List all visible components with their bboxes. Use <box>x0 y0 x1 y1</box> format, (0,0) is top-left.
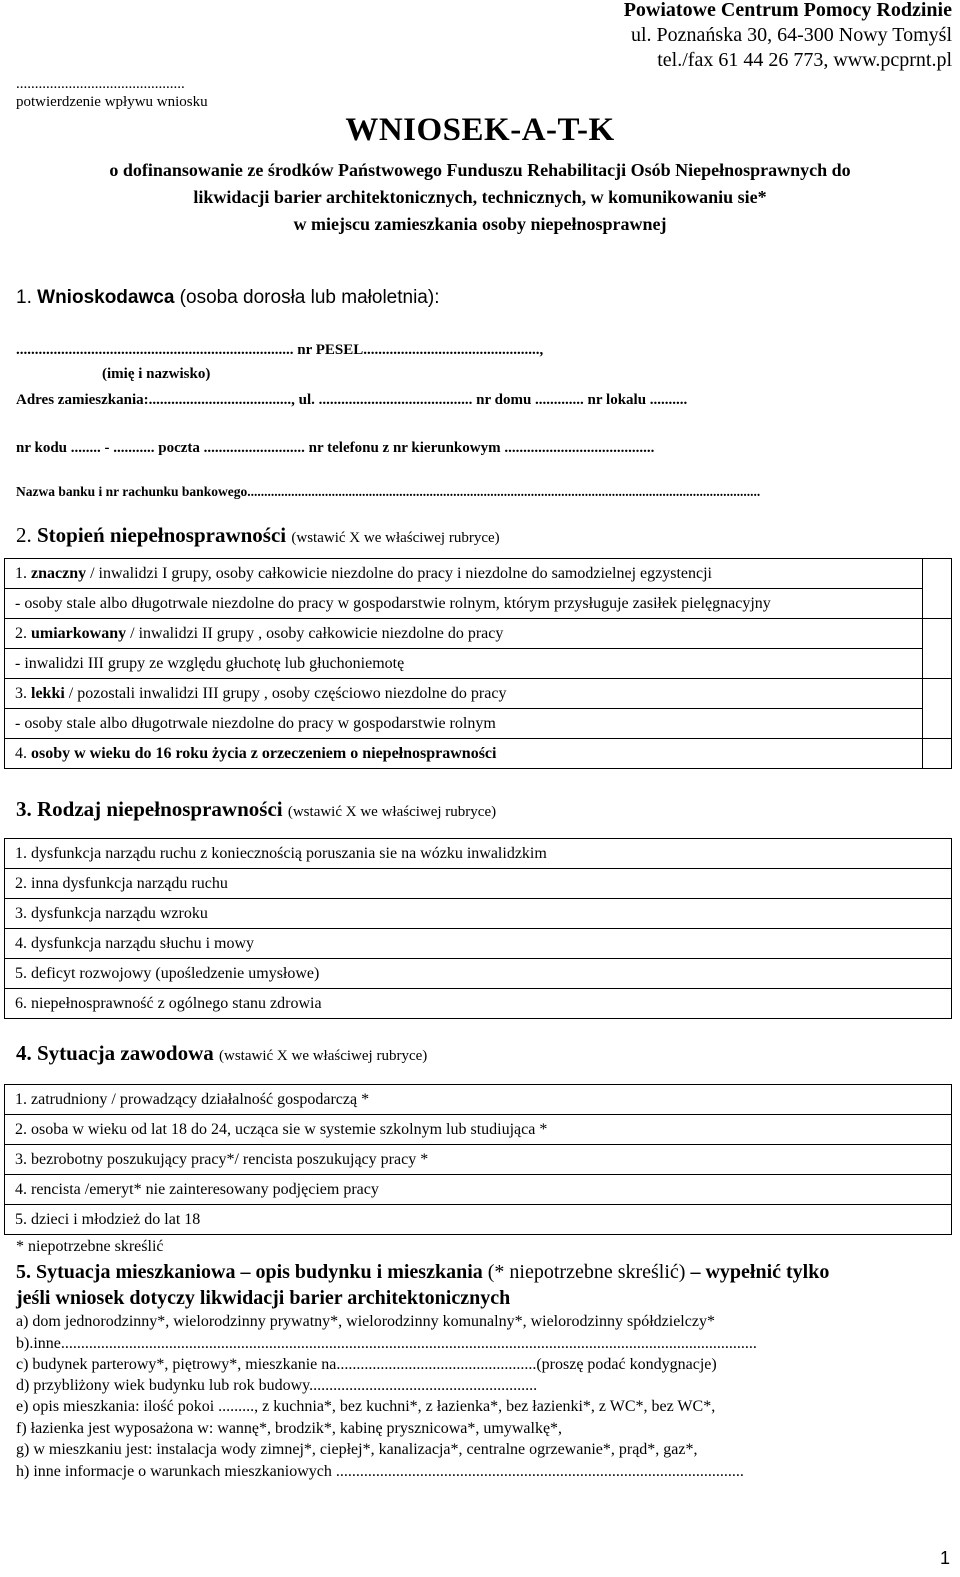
disability-degree-label: 3. lekki / pozostali inwalidzi III grupy , osoby częściowo niezdolne do pracy <box>5 679 923 709</box>
work-status-label: 3. bezrobotny poszukujący pracy*/ rencista poszukujący pracy * <box>5 1145 952 1175</box>
disability-type-label: 1. dysfunkcja narządu ruchu z koniecznością poruszania sie na wózku inwalidzkim <box>5 839 952 869</box>
section1-title: Wnioskodawca <box>37 287 175 308</box>
section1-heading <box>16 287 439 309</box>
table-row[interactable] <box>5 959 952 989</box>
housing-item-e[interactable]: e) opis mieszkania: ilość pokoi ........., z kuchnia*, bez kuchni*, z łazienka*, bez łazienki*, z WC*, bez WC*, <box>16 1398 716 1415</box>
housing-item-f: f) łazienka jest wyposażona w: wannę*, brodzik*, kabinę prysznicowa*, umywalkę*, <box>16 1420 563 1437</box>
subtitle-line-1: o dofinansowanie ze środków Państwowego Funduszu Rehabilitacji Osób Niepełnosprawnych do <box>109 160 851 180</box>
section4-number: 4. <box>16 1041 32 1065</box>
section3-heading <box>16 797 496 822</box>
section5-heading <box>16 1261 829 1284</box>
table-row <box>5 649 952 679</box>
degree-checkbox-1[interactable] <box>923 559 952 619</box>
section5-heading-line2: jeśli wniosek dotyczy likwidacji barier architektonicznych <box>16 1287 511 1309</box>
section2-heading <box>16 523 500 548</box>
form-title: WNIOSEK-A-T-K <box>345 112 615 148</box>
applicant-name-pesel-line[interactable]: .......................................................................... nr PESEL..............................................., <box>16 342 544 358</box>
disability-type-label: 3. dysfunkcja narządu wzroku <box>5 899 952 929</box>
section4-heading <box>16 1041 427 1066</box>
bank-account-line[interactable]: Nazwa banku i nr rachunku bankowego........................................................................................................................................................ <box>16 484 761 499</box>
name-caption: (imię i nazwisko) <box>102 366 211 382</box>
receipt-dots: ............................................. <box>16 76 185 92</box>
housing-item-c[interactable]: c) budynek parterowy*, piętrowy*, mieszkanie na..................................................(proszę podać kondygnacje) <box>16 1356 717 1373</box>
address-line[interactable]: Adres zamieszkania:......................................, ul. ......................................... nr domu ............. nr lokalu .......... <box>16 392 688 408</box>
disability-type-label: 2. inna dysfunkcja narządu ruchu <box>5 869 952 899</box>
disability-degree-label: - osoby stale albo długotrwale niezdolne do pracy w gospodarstwie rolnym <box>5 709 923 739</box>
table-row[interactable] <box>5 1145 952 1175</box>
disability-degree-label: - inwalidzi III grupy ze względu głuchotę lub głuchoniemotę <box>5 649 923 679</box>
org-address: ul. Poznańska 30, 64-300 Nowy Tomyśl <box>631 24 952 46</box>
org-name: Powiatowe Centrum Pomocy Rodzinie <box>623 0 952 21</box>
table-row <box>5 589 952 619</box>
degree-checkbox-2[interactable] <box>923 619 952 679</box>
page-number: 1 <box>939 1548 950 1568</box>
work-status-label: 1. zatrudniony / prowadzący działalność gospodarczą * <box>5 1085 952 1115</box>
table-row[interactable] <box>5 989 952 1019</box>
section3-note: (wstawić X we właściwej rubryce) <box>287 804 497 820</box>
section4-title: Sytuacja zawodowa <box>37 1041 214 1065</box>
housing-item-h[interactable]: h) inne informacje o warunkach mieszkaniowych ...................................................................................................... <box>16 1463 744 1480</box>
disability-type-label: 4. dysfunkcja narządu słuchu i mowy <box>5 929 952 959</box>
housing-item-g: g) w mieszkaniu jest: instalacja wody zimnej*, ciepłej*, kanalizacja*, centralne ogrzewanie*, prąd*, gaz*, <box>16 1441 698 1458</box>
section4-note: (wstawić X we właściwej rubryce) <box>219 1048 428 1064</box>
section1-title-note: (osoba dorosła lub małoletnia): <box>179 287 440 308</box>
section5-instruction: – wypełnić tylko <box>690 1261 830 1283</box>
footnote: * niepotrzebne skreślić <box>16 1238 164 1255</box>
work-status-label: 5. dzieci i młodzież do lat 18 <box>5 1205 952 1235</box>
degree-checkbox-4[interactable] <box>923 739 952 769</box>
housing-item-d[interactable]: d) przybliżony wiek budynku lub rok budowy......................................................... <box>16 1377 538 1394</box>
table-row[interactable] <box>5 869 952 899</box>
section3-title: Rodzaj niepełnosprawności <box>37 797 283 821</box>
housing-item-a: a) dom jednorodzinny*, wielorodzinny prywatny*, wielorodzinny komunalny*, wielorodzinny spółdzielczy* <box>16 1313 715 1330</box>
table-row <box>5 559 952 589</box>
disability-degree-label: 2. umiarkowany / inwalidzi II grupy , osoby całkowicie niezdolne do pracy <box>5 619 923 649</box>
section1-number: 1. <box>16 287 32 308</box>
table-row[interactable] <box>5 1085 952 1115</box>
org-contact: tel./fax 61 44 26 773, www.pcprnt.pl <box>657 49 952 71</box>
section2-note: (wstawić X we właściwej rubryce) <box>291 530 500 546</box>
disability-degree-table <box>4 558 952 769</box>
subtitle-line-2: likwidacji barier architektonicznych, technicznych, w komunikowaniu sie* <box>193 187 767 207</box>
disability-type-label: 5. deficyt rozwojowy (upośledzenie umysłowe) <box>5 959 952 989</box>
disability-type-label: 6. niepełnosprawność z ogólnego stanu zdrowia <box>5 989 952 1019</box>
table-row[interactable] <box>5 1175 952 1205</box>
postal-phone-line[interactable]: nr kodu ........ - ........... poczta ........................... nr telefonu z nr kierunkowym ........................................ <box>16 440 655 456</box>
table-row <box>5 709 952 739</box>
receipt-label: potwierdzenie wpływu wniosku <box>16 94 208 110</box>
section5-title: 5. Sytuacja mieszkaniowa – opis budynku i mieszkania <box>16 1261 483 1283</box>
work-status-label: 4. rencista /emeryt* nie zainteresowany podjęciem pracy <box>5 1175 952 1205</box>
table-row[interactable] <box>5 899 952 929</box>
table-row[interactable] <box>5 929 952 959</box>
subtitle-line-3: w miejscu zamieszkania osoby niepełnosprawnej <box>293 214 667 234</box>
table-row[interactable] <box>5 1115 952 1145</box>
table-row <box>5 679 952 709</box>
housing-item-b[interactable]: b).inne.............................................................................................................................................................................. <box>16 1335 757 1352</box>
disability-degree-label: - osoby stale albo długotrwale niezdolne do pracy w gospodarstwie rolnym, którym przysługuje zasiłek pielęgnacyjny <box>5 589 923 619</box>
table-row <box>5 739 952 769</box>
work-status-label: 2. osoba w wieku od lat 18 do 24, ucząca sie w systemie szkolnym lub studiująca * <box>5 1115 952 1145</box>
table-row[interactable] <box>5 839 952 869</box>
section5-note: (* niepotrzebne skreślić) <box>482 1261 691 1283</box>
disability-degree-label: 1. znaczny / inwalidzi I grupy, osoby całkowicie niezdolne do pracy i niezdolne do samodzielnej egzystencji <box>5 559 923 589</box>
section2-number: 2. <box>16 523 32 547</box>
degree-checkbox-3[interactable] <box>923 679 952 739</box>
disability-type-table <box>4 838 952 1019</box>
work-status-table <box>4 1084 952 1235</box>
table-row <box>5 619 952 649</box>
disability-degree-label: 4. osoby w wieku do 16 roku życia z orzeczeniem o niepełnosprawności <box>5 739 923 769</box>
section3-number: 3. <box>16 797 32 821</box>
section2-title: Stopień niepełnosprawności <box>37 523 287 547</box>
table-row[interactable] <box>5 1205 952 1235</box>
